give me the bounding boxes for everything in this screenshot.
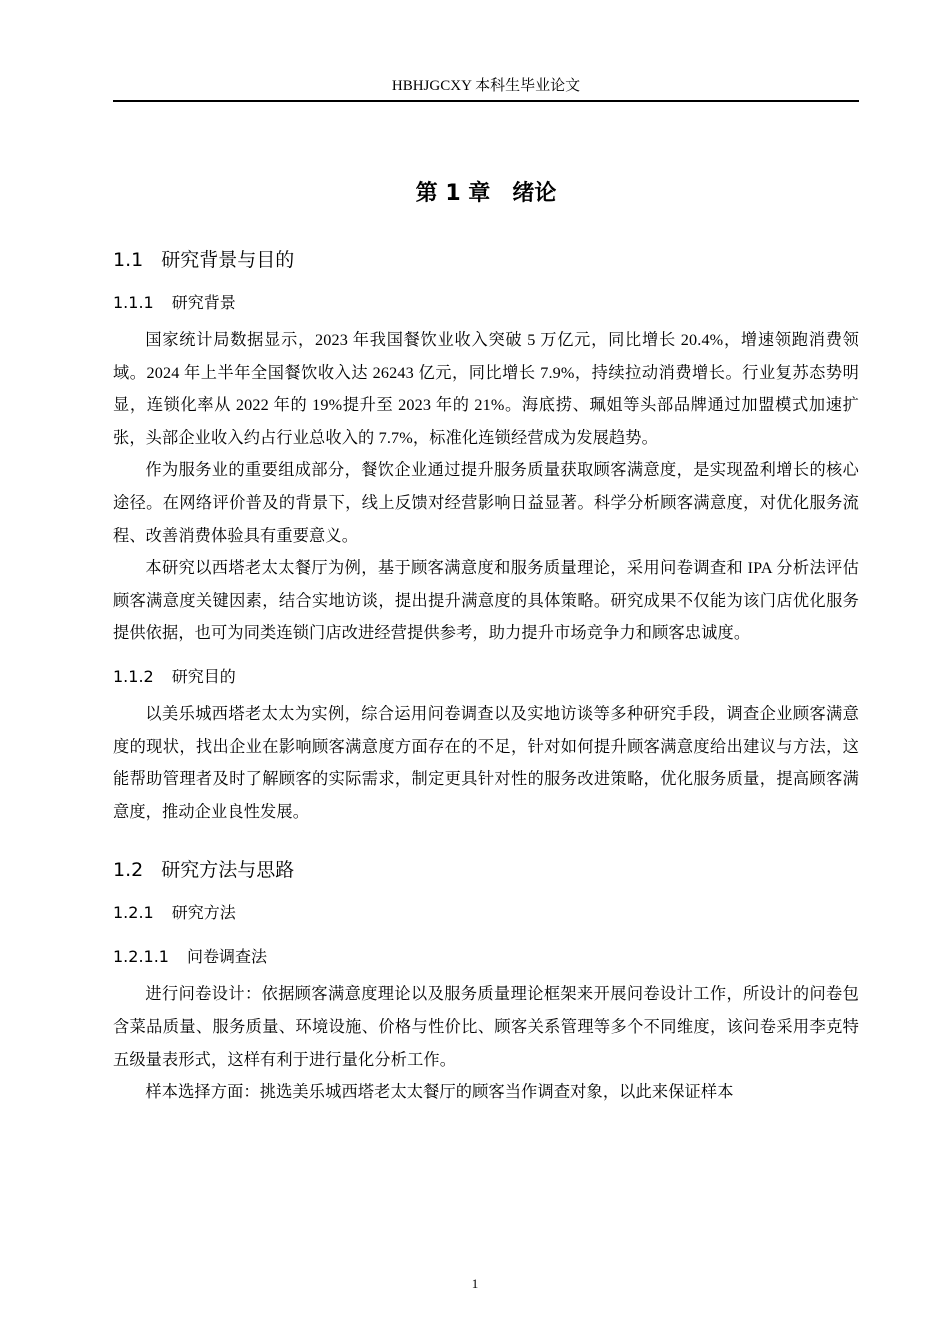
section-heading-1-2-1-1: [113, 942, 859, 972]
section-heading-1-2-1: [113, 898, 859, 928]
paragraph: 作为服务业的重要组成部分，餐饮企业通过提升服务质量获取顾客满意度，是实现盈利增长的核心途径。在网络评价普及的背景下，线上反馈对经营影响日益显著。科学分析顾客满意度，对优化服务流程、改善消费体验具有重要意义。: [113, 461, 859, 545]
section-number: 1.2.1: [113, 903, 154, 923]
page-content: [113, 172, 859, 1109]
section-title: 研究背景: [171, 293, 236, 312]
section-heading-1-1-1: [113, 288, 859, 318]
section-number: 1.1.2: [113, 666, 154, 686]
paragraph: 本研究以西塔老太太餐厅为例，基于顾客满意度和服务质量理论，采用问卷调查和 IPA 分析法评估顾客满意度关键因素，结合实地访谈，提出提升满意度的具体策略。研究成果不仅能为该门店优化服务提供依据，也可为同类连锁门店改进经营提供参考，助力提升市场竞争力和顾客忠诚度。: [113, 559, 859, 643]
running-header: HBHJGCXY 本科生毕业论文: [391, 78, 581, 94]
page-number: 1: [471, 1276, 479, 1291]
section-heading-1-1: [113, 242, 859, 278]
section-title: 问卷调查法: [186, 947, 267, 967]
section-heading-1-2: [113, 852, 859, 888]
section-title: 研究目的: [171, 666, 236, 686]
section-title: 研究方法: [171, 903, 236, 923]
section-number: 1.2: [113, 859, 144, 882]
chapter-name: 绪论: [512, 181, 557, 206]
chapter-title: [113, 172, 859, 216]
paragraph: 以美乐城西塔老太太为实例，综合运用问卷调查以及实地访谈等多种研究手段，调查企业顾客满意度的现状，找出企业在影响顾客满意度方面存在的不足，针对如何提升顾客满意度给出建议与方法，这能帮助管理者及时了解顾客的实际需求，制定更具针对性的服务改进策略，优化服务质量，提高顾客满意度，推动企业良性发展。: [113, 704, 859, 821]
paragraph: 进行问卷设计：依据顾客满意度理论以及服务质量理论框架来开展问卷设计工作，所设计的问卷包含菜品质量、服务质量、环境设施、价格与性价比、顾客关系管理等多个不同维度，该问卷采用李克特五级量表形式，这样有利于进行量化分析工作。: [113, 985, 859, 1069]
section-title: 研究方法与思路: [161, 859, 295, 882]
paragraph: 样本选择方面：挑选美乐城西塔老太太餐厅的顾客当作调查对象，以此来保证样本: [145, 1083, 734, 1102]
paragraph: 国家统计局数据显示，2023 年我国餐饮业收入突破 5 万亿元，同比增长 20.4%，增速领跑消费领域。2024 年上半年全国餐饮收入达 26243 亿元，同比增长 7.9%，持续拉动消费增长。行业复苏态势明显，连锁化率从 2022 年的 19%提升至 2023 年的 21%。海底捞、珮姐等头部品牌通过加盟模式加速扩张，头部企业收入约占行业总收入的 7.7%，标准化连锁经营成为发展趋势。: [113, 331, 859, 447]
section-number: 1.2.1.1: [113, 947, 169, 967]
header-rule: [113, 100, 859, 102]
section-heading-1-1-2: [113, 662, 859, 692]
chapter-number: 第 1 章: [415, 181, 491, 206]
section-number: 1.1.1: [113, 293, 154, 312]
section-number: 1.1: [113, 249, 144, 271]
section-title: 研究背景与目的: [161, 249, 295, 271]
